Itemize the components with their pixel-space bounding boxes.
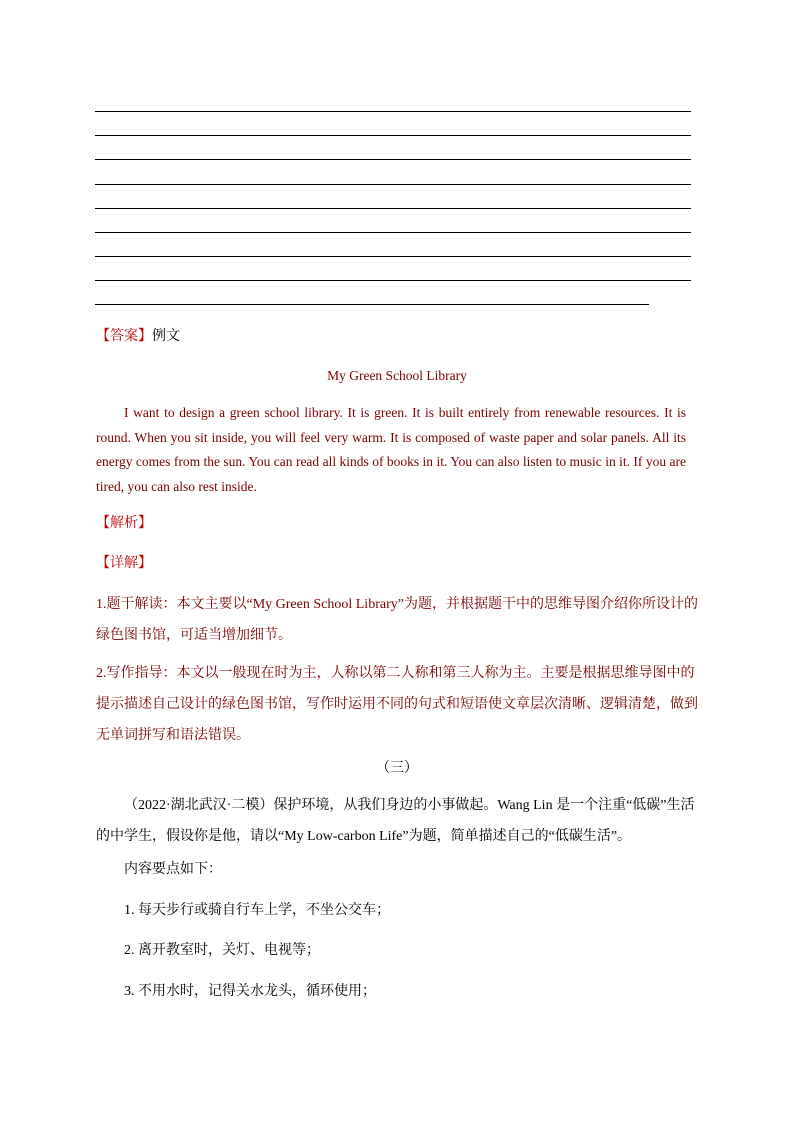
writing-line — [95, 159, 691, 160]
detail-heading — [96, 554, 152, 574]
writing-line — [95, 111, 691, 112]
section-number: （三） — [376, 761, 418, 776]
detail-label: 【详解】 — [96, 556, 152, 571]
detail-point-1: 1.题干解读：本文主要以“My Green School Library”为题，并根据题干中的思维导图介绍你所设计的绿色图书馆，可适当增加细节。 — [96, 597, 698, 643]
content-point-1: 1. 每天步行或骑自行车上学，不坐公交车； — [124, 903, 390, 918]
detail-point-2: 2.写作指导：本文以一般现在时为主，人称以第二人称和第三人称为主。主要是根据思维导图中的提示描述自己设计的绿色图书馆，写作时运用不同的句式和短语使文章层次清晰、逻辑清楚，做到无单词拼写和语法错误。 — [96, 666, 698, 743]
writing-line — [95, 304, 649, 305]
writing-line — [95, 184, 691, 185]
writing-line — [95, 208, 691, 209]
content-point-2: 2. 离开教室时，关灯、电视等； — [124, 943, 320, 958]
example-label: 例文 — [152, 329, 180, 344]
essay-title: My Green School Library — [327, 368, 467, 383]
essay-body — [96, 401, 686, 499]
points-heading: 内容要点如下： — [124, 862, 222, 877]
writing-line — [95, 232, 691, 233]
section-prompt: （2022·湖北武汉·二模）保护环境，从我们身边的小事做起。Wang Lin 是一个注重“低碳”生活的中学生，假设你是他，请以“My Low-carbon Life”为题，简单描述自己的“低碳生活”。 — [96, 798, 695, 844]
writing-line — [95, 256, 691, 257]
answer-label: 【答案】 — [96, 329, 152, 344]
answer-heading — [96, 327, 180, 347]
essay-text: I want to design a green school library. It is green. It is built entirely from renewable resources. It is round. When you sit inside, you will feel very warm. It is composed of waste paper and solar panels. All its energy comes from the sun. You can read all kinds of books in it. You can also listen to music in it. If you are tired, you can also rest inside. — [96, 405, 686, 494]
analysis-heading — [96, 514, 152, 534]
content-point-3: 3. 不用水时，记得关水龙头，循环使用； — [124, 984, 376, 999]
writing-line — [95, 135, 691, 136]
analysis-label: 【解析】 — [96, 516, 152, 531]
writing-line — [95, 280, 691, 281]
